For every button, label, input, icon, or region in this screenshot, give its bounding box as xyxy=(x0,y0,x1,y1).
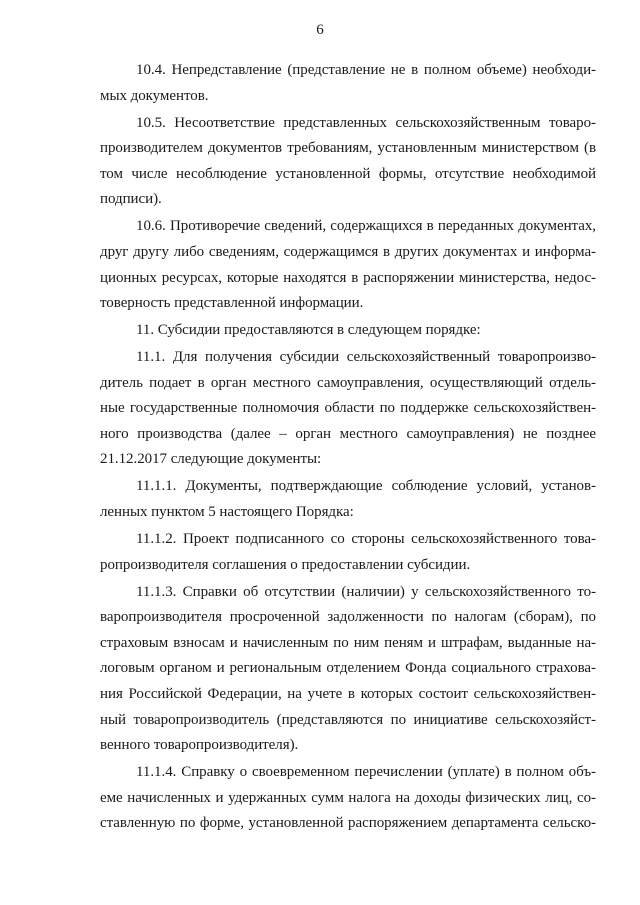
paragraph-line: еме начисленных и удержанных сумм налога на доходы физических лиц, со- xyxy=(100,789,596,806)
paragraph-10-4 xyxy=(100,58,596,109)
paragraph-line: 10.6. Противоречие сведений, содержащихся в переданных документах, xyxy=(136,218,596,235)
paragraph-line: 11.1.2. Проект подписанного со стороны сельскохозяйственного това- xyxy=(136,531,596,548)
paragraph-line: ционных ресурсах, которые находятся в распоряжении министерства, недос- xyxy=(100,269,596,286)
paragraph-line: 21.12.2017 следующие документы: xyxy=(100,451,322,468)
paragraph-10-6 xyxy=(100,214,596,316)
paragraph-line: 11.1.4. Справку о своевременном перечислении (уплате) в полном объ- xyxy=(136,764,596,781)
paragraph-line: ного производства (далее – орган местного самоуправления) не позднее xyxy=(100,425,596,442)
paragraph-line: 11.1.3. Справки об отсутствии (наличии) у сельскохозяйственного то- xyxy=(136,583,596,600)
paragraph-line: 11. Субсидии предоставляются в следующем порядке: xyxy=(136,322,481,339)
paragraph-11-1 xyxy=(100,345,596,473)
paragraph-line: логовым органом и региональным отделением Фонда социального страхова- xyxy=(100,660,596,677)
paragraph-line: ленных пунктом 5 настоящего Порядка: xyxy=(100,504,354,521)
paragraph-line: 10.4. Непредставление (представление не в полном объеме) необходи- xyxy=(136,62,596,78)
paragraph-line: ставленную по форме, установленной распоряжением департамента сельско- xyxy=(100,815,596,832)
document-body xyxy=(100,58,596,838)
paragraph-line: варопроизводителя просроченной задолженности по налогам (сборам), по xyxy=(100,609,596,626)
paragraph-line: подписи). xyxy=(100,191,162,208)
paragraph-11-1-4 xyxy=(100,760,596,837)
paragraph-line: ные государственные полномочия области по поддержке сельскохозяйствен- xyxy=(100,400,596,417)
paragraph-line: производителем документов требованиям, установленным министерством (в xyxy=(100,140,596,157)
paragraph-11-1-3 xyxy=(100,580,596,759)
paragraph-line: том числе несоблюдение установленной формы, отсутствие необходимой xyxy=(100,165,596,182)
paragraph-line: венного товаропроизводителя). xyxy=(100,737,299,754)
paragraph-line: товерность представленной информации. xyxy=(100,295,364,312)
paragraph-line: 10.5. Несоответствие представленных сельскохозяйственным товаро- xyxy=(136,114,596,131)
paragraph-11-1-2 xyxy=(100,527,596,578)
page-number: 6 xyxy=(316,22,324,38)
paragraph-line: страховым взносам и начисленным по ним пеням и штрафам, выданные на- xyxy=(100,634,596,651)
paragraph-line: ния Российской Федерации, на учете в которых состоит сельскохозяйствен- xyxy=(100,685,596,702)
paragraph-line: ный товаропроизводитель (представляются по инициативе сельскохозяйст- xyxy=(100,711,596,728)
paragraph-line: 11.1.1. Документы, подтверждающие соблюдение условий, установ- xyxy=(136,478,596,495)
paragraph-10-5 xyxy=(100,111,596,213)
paragraph-line: друг другу либо сведениям, содержащимся в других документах и информа- xyxy=(100,243,596,260)
paragraph-line: 11.1. Для получения субсидии сельскохозяйственный товаропроизво- xyxy=(136,349,596,366)
paragraph-11 xyxy=(100,318,596,344)
paragraph-11-1-1 xyxy=(100,474,596,525)
paragraph-line: дитель подает в орган местного самоуправления, осуществляющий отдель- xyxy=(100,374,596,391)
paragraph-line: мых документов. xyxy=(100,87,209,104)
paragraph-line: ропроизводителя соглашения о предоставлении субсидии. xyxy=(100,556,471,573)
